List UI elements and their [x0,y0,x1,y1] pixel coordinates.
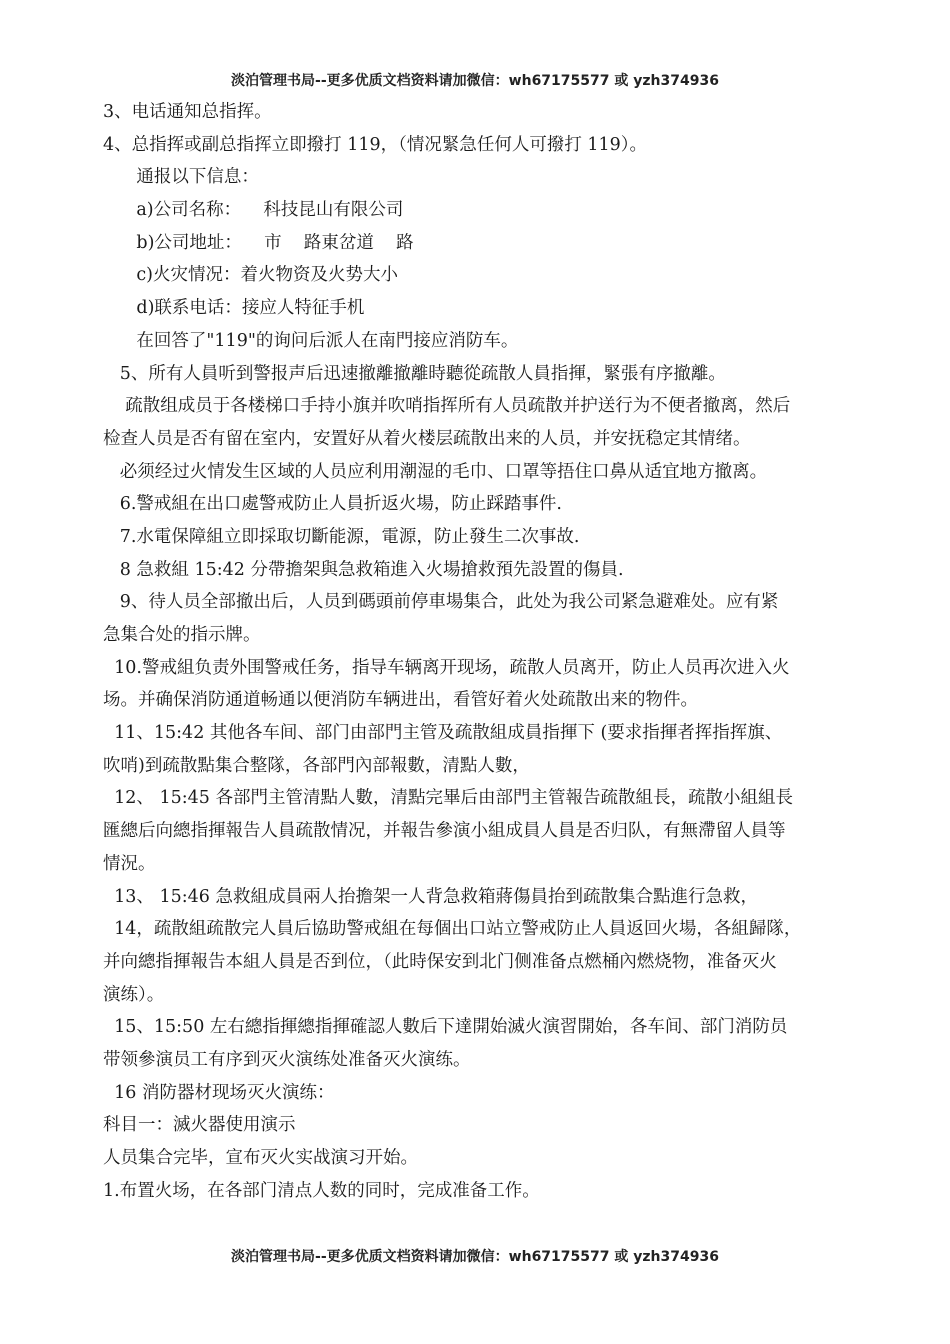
text-line: 4、总指挥或副总指挥立即撥打 119，（情况緊急任何人可撥打 119）。 [103,134,648,155]
text-line: 14，疏散組疏散完人員后協助警戒組在每個出口站立警戒防止人員返回火場，各組歸隊， [103,919,802,940]
page-header-note: 淡泊管理书局--更多优质文档资料请加微信：wh67175577 或 yzh374936 [231,73,719,89]
text-line: 1.布置火场，在各部门清点人数的同时，完成准备工作。 [103,1180,540,1201]
text-line: 12、 15:45 各部門主管清點人數，清點完畢后由部門主管報告疏散組長，疏散小組組長 [103,788,793,809]
text-line: 匯總后向總指揮報告人員疏散情况，并報告參演小組成員人員是否归队，有無滯留人員等 [103,821,786,842]
text-line: 必须经过火情发生区域的人员应利用潮湿的毛巾、口罩等捂住口鼻从适宜地方撤离。 [103,461,768,482]
text-line: a)公司名称： 科技昆山有限公司 [103,200,404,221]
text-line: 13、 15:46 急救組成員兩人抬擔架一人背急救箱蔣傷員抬到疏散集合點進行急救， [103,886,758,907]
page-footer-note: 淡泊管理书局--更多优质文档资料请加微信：wh67175577 或 yzh374936 [231,1249,719,1265]
text-line: 科目一：滅火器使用演示 [103,1115,296,1136]
text-line: 检查人员是否有留在室内，安置好从着火楼层疏散出来的人员，并安抚稳定其情绪。 [103,428,751,449]
text-line: 场。并确保消防通道畅通以便消防车辆进出，看管好着火处疏散出来的物件。 [103,690,698,711]
text-line: 9、待人员全部撤出后，人员到碼頭前停車場集合，此处为我公司紧急避难处。应有紧 [103,592,779,613]
text-line: 情況。 [103,853,156,874]
text-line: 吹哨)到疏散點集合整隊，各部門內部報數，清點人數， [103,755,530,776]
text-line: 5、所有人員听到警报声后迅速撤離撤離時聽從疏散人員指揮，緊張有序撤離。 [103,363,726,384]
text-line: 8 急救組 15:42 分帶擔架與急救箱進入火場搶救預先設置的傷員. [103,559,624,580]
text-line: d)联系电话：接应人特征手机 [103,298,365,319]
text-line: 15、15:50 左右總指揮總指揮確認人數后下達開始滅火演習開始，各车间、部门消防员 [103,1017,788,1038]
text-line: 11、15:42 其他各车间、部门由部門主管及疏散組成員指揮下 (要求指揮者挥指挥旗、 [103,723,783,744]
text-line: 7.水電保障組立即採取切斷能源，電源，防止發生二次事故. [103,526,580,547]
text-line: 10.警戒組负责外围警戒任务，指导车辆离开现场，疏散人员离开，防止人员再次进入火 [103,657,790,678]
text-line: 6.警戒組在出口處警戒防止人員折返火場，防止踩踏事件. [103,494,562,515]
text-line: 3、电话通知总指挥。 [103,102,272,122]
text-line: b)公司地址： 市 路東岔道 路 [103,232,414,253]
text-line: 疏散组成员于各楼梯口手持小旗并吹哨指挥所有人员疏散并护送行为不便者撤离，然后 [103,396,791,417]
text-line: c)火灾情况：着火物资及火势大小 [103,265,399,286]
text-line: 在回答了"119"的询问后派人在南門接应消防车。 [103,330,519,351]
document-body [103,96,863,1207]
text-line: 16 消防器材现场灭火演练： [103,1082,335,1103]
text-line: 演练）。 [103,984,165,1005]
text-line: 通报以下信息： [103,167,259,188]
text-line: 急集合处的指示牌。 [103,625,261,645]
text-line: 带领參演员工有序到灭火演练处准备灭火演练。 [103,1049,471,1070]
text-line: 人员集合完毕，宣布灭火实战演习开始。 [103,1148,418,1168]
text-line: 并向總指揮報告本組人員是否到位，（此時保安到北门侧准备点燃桶內燃烧物，准备灭火 [103,951,777,972]
